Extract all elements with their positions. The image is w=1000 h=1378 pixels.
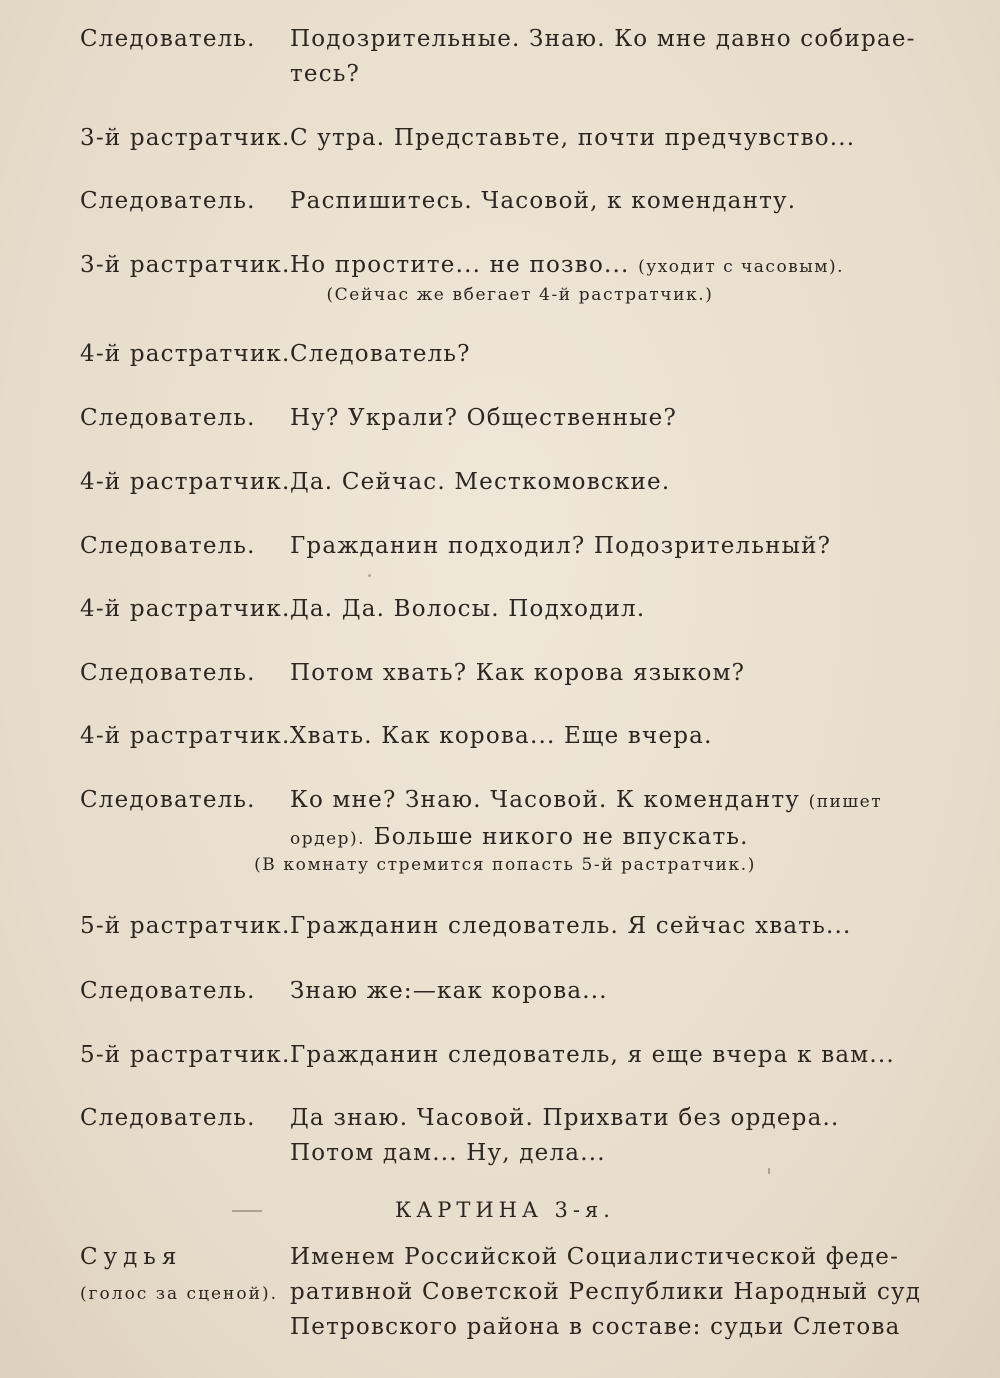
speaker-name: 4-й растратчик. bbox=[80, 596, 291, 622]
speaker-name: 4-й растратчик. bbox=[80, 341, 291, 367]
stage-direction: (Сейчас же вбегает 4-й растратчик.) bbox=[326, 285, 714, 305]
speech-text-group bbox=[290, 783, 940, 857]
speech-text: Гражданин следователь. Я сейчас хвать... bbox=[290, 913, 852, 939]
stage-note: (пишет bbox=[808, 792, 883, 812]
speaker-name: Судья bbox=[80, 1244, 183, 1270]
speaker-name: Следователь. bbox=[80, 978, 256, 1004]
speech-text: Ну? Украли? Общественные? bbox=[290, 405, 678, 431]
speaker-name: 3-й растратчик. bbox=[80, 125, 291, 151]
speaker-name: 5-й растратчик. bbox=[80, 1042, 291, 1068]
speech-text: Хвать. Как корова... Еще вчера. bbox=[290, 723, 713, 749]
speech-text: Именем Российской Социалистической феде- bbox=[290, 1244, 900, 1270]
speaker-name: Следователь. bbox=[80, 787, 256, 813]
speaker-group bbox=[80, 1240, 290, 1312]
speech-text: Да. Да. Волосы. Подходил. bbox=[290, 596, 646, 622]
speaker-name: 4-й растратчик. bbox=[80, 469, 291, 495]
speech-text: Ко мне? Знаю. Часовой. К коменданту bbox=[290, 787, 801, 813]
speaker-name: 3-й растратчик. bbox=[80, 252, 291, 278]
ink-mark bbox=[232, 1210, 262, 1212]
speech-text-group bbox=[290, 248, 940, 285]
scene-heading: КАРТИНА 3-я. bbox=[395, 1198, 615, 1222]
speaker-name: Следователь. bbox=[80, 533, 256, 559]
stage-note: (уходит с часовым). bbox=[638, 257, 845, 277]
ink-mark bbox=[768, 1168, 770, 1174]
speaker-name: Следователь. bbox=[80, 26, 256, 52]
speech-text-group bbox=[290, 1240, 940, 1345]
speaker-name: Следователь. bbox=[80, 1105, 256, 1131]
speech-text: Да знаю. Часовой. Прихвати без ордера.. Потом дам... Ну, дела... bbox=[290, 1105, 840, 1166]
speech-text: Да. Сейчас. Месткомовские. bbox=[290, 469, 671, 495]
speech-text: Следователь? bbox=[290, 341, 471, 367]
speech-text: Потом хвать? Как корова языком? bbox=[290, 660, 746, 686]
speech-text: Распишитесь. Часовой, к коменданту. bbox=[290, 188, 797, 214]
speaker-name: Следователь. bbox=[80, 660, 256, 686]
ink-mark bbox=[368, 574, 371, 577]
speech-text: Подозрительные. Знаю. Ко мне давно собирае- тесь? bbox=[290, 26, 916, 87]
speech-text: С утра. Представьте, почти предчувство... bbox=[290, 125, 856, 151]
speech-text: Знаю же:—как корова... bbox=[290, 978, 608, 1004]
speaker-name: Следователь. bbox=[80, 405, 256, 431]
speech-text: Больше никого не впускать. bbox=[373, 824, 749, 850]
speech-text: Гражданин подходил? Подозрительный? bbox=[290, 533, 832, 559]
speech-text: Гражданин следователь, я еще вчера к вам... bbox=[290, 1042, 895, 1068]
speech-text: Петровского района в составе: судьи Слетова bbox=[290, 1314, 901, 1340]
speech-text: ративной Советской Республики Народный суд bbox=[290, 1279, 922, 1305]
speaker-name: Следователь. bbox=[80, 188, 256, 214]
stage-direction: (В комнату стремится попасть 5-й растратчик.) bbox=[254, 855, 756, 875]
speaker-name: 4-й растратчик. bbox=[80, 723, 291, 749]
speaker-note: (голос за сценой). bbox=[80, 1284, 278, 1304]
stage-note: ордер). bbox=[290, 829, 366, 849]
speech-text: Но простите... не позво... bbox=[290, 252, 630, 278]
speaker-name: 5-й растратчик. bbox=[80, 913, 291, 939]
